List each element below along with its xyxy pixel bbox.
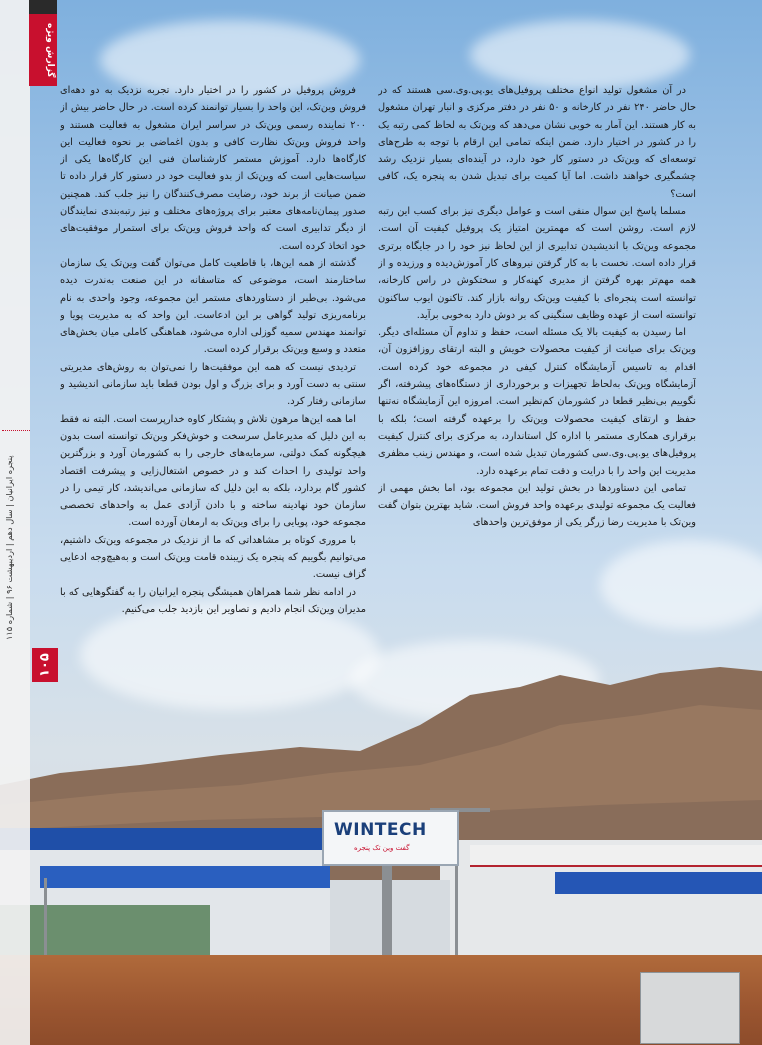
paragraph: اما همه این‌ها مرهون تلاش و پشتکار کاوه خدارپرست است. البته نه فقط به این دلیل که مدیرعامل سرسخت و خوش‌فکر وین‌تک توانسته است بدون هیچگونه کمک دولتی، سرمایه‌های خارجی را به کشورمان آورد و بزرگترین واحد تولیدی را احداث کند و در خصوص اشتغال‌زایی و پیشرفت اقتصاد کشور گام بردارد، بلکه به این دلیل که سازمانی می‌اندیشد، کار تیمی را در سازمان خود نهادینه ساخته و با دادن آزادی عمل به واحدهای تخصصی مجموعه خود، پویایی را برای وین‌تک به ارمغان آورده است. [60,413,366,529]
paragraph: در آن مشغول تولید انواع مختلف پروفیل‌های یو.پی.وی.سی هستند که در حال حاضر ۲۴۰ نفر در کارخانه و ۵۰ نفر در دفتر مرکزی و انبار تهران مشغول به کار هستند. این آمار به خوبی نشان می‌دهد که وین‌تک به لحاظ کمی رتبه یک را در کشور در اختیار دارد. ضمن اینکه تمامی این ارقام با توجه به طرح‌های توسعه‌ای که وین‌تک در دستور کار خود دارد، در آینده‌ای بسیار نزدیک رشد چشمگیری خواهند داشت. اما آیا کمیت برای تبدیل شدن به پنجره یک، کافی است؟ [378,85,696,200]
paragraph: در ادامه نظر شما همراهان همیشگی پنجره ایرانیان را به گفتگوهایی که با مدیران وین‌تک انجام دادیم و تصاویر این بازدید جلب می‌کنیم. [60,586,366,615]
article-column-left [60,82,366,642]
wintech-logo: WINTECH [334,820,427,840]
page-number: ۱۰۵ [32,648,58,682]
paragraph: تردیدی نیست که همه این موفقیت‌ها را نمی‌توان به روش‌های مدیریتی سنتی به دست آورد و برای بزرگ و اول بودن قطعا باید سازمانی اندیشید و سازمانی رفتار کرد. [60,361,366,408]
section-tag-cap [29,0,57,14]
warehouse-stripe [555,872,762,894]
paragraph: گذشته از همه این‌ها، با قاطعیت کامل می‌توان گفت وین‌تک یک سازمان ساختارمند است، موضوعی که متاسفانه در این صنعت به‌ندرت دیده می‌شود. بی‌طبر از دستاوردهای مستمر این مجموعه، وجود واحدی به نام برنامه‌ریزی تولید گواهی بر این ادعاست. این واحد که به مدیریت پویا و توانمند مهندس سمیه گوزلی اداره می‌شود، هماهنگی کاملی میان بخش‌های متعدد و وسیع وین‌تک برقرار کرده است. [60,257,366,356]
paragraph: فروش پروفیل در کشور را در اختیار دارد. تجربه نزدیک به دو دهه‌ای فروش وین‌تک، این واحد را بسیار توانمند کرده است. در حال حاضر بیش از ۲۰۰ نماینده رسمی وین‌تک در سراسر ایران مشغول به فعالیت هستند و واحد فروش وین‌تک نظارت کافی و بدون اغماضی بر نحوه فعالیت این کارگاه‌ها دارد. آموزش مستمر کارشناسان فنی این کارگاه‌ها یکی از سیاست‌هایی است که وین‌تک از بدو فعالیت خود در دستور کار قرار داده تا ضمن صیانت از برند خود، رضایت مصرف‌کنندگان را نیز جلب کند. همچنین صدور پیمان‌نامه‌های معتبر برای پروژه‌های مختلف و نیز رتبه‌بندی نمایندگان از دیگر تدابیری است که واحد فروش وین‌تک برای استمرار موفقیت‌های خود اتخاذ کرده است. [60,85,366,252]
article-column-right [378,82,696,582]
issue-info: پنجره ایرانیان | سال دهم | اردیبهشت ۹۶ | شماره ۱۱۵ [4,455,14,640]
sign-subtitle: گفت وین تک پنجره [354,844,410,852]
section-tag-label: گزارش ویژه [45,22,55,78]
green-fence [0,905,210,955]
warehouse-roof [470,845,762,867]
paragraph: با مروری کوتاه بر مشاهداتی که ما از نزدیک در مجموعه وین‌تک داشتیم، می‌توانیم بگوییم که پنجره یک زیبنده قامت وین‌تک است و به‌هیچ‌وجه ادعایی گزاف نیست. [60,534,366,581]
paragraph: تمامی این دستاوردها در بخش تولید این مجموعه بود، اما بخش مهمی از فعالیت یک مجموعه تولیدی برعهده واحد فروش است. شاید بهترین بتوان گفت وین‌تک با مدیریت رضا زرگر یکی از موفق‌ترین واحدهای [378,482,696,529]
factory-stripe [40,866,330,888]
paragraph: اما رسیدن به کیفیت بالا یک مسئله است، حفظ و تداوم آن مسئله‌ای دیگر. وین‌تک برای صیانت از کیفیت محصولات خویش و البته ارتقای روزافزون آن، اقدام به تاسیس آزمایشگاه کنترل کیفی در مجموعه خود کرده است. آزمایشگاه وین‌تک به‌لحاظ تجهیزات و برخورداری از دستگاه‌های پیشرفته، اگر نگوییم بی‌نظیر قطعا در کشورمان کم‌نظیر است. امروزه این آزمایشگاه نه‌تنها حفظ و ارتقای کیفیت محصولات وین‌تک را برعهده گرفته است؛ بلکه با برقراری همکاری مستمر با اداره کل استاندارد، به مرکزی برای کنترل کیفیت پروفیل‌های یو.پی.وی.سی کشورمان تبدیل شده است، و مهندس زینب مظفری مدیریت این واحد را با درایت و دقت تمام برعهده دارد. [378,327,696,477]
wintech-sign [322,810,459,866]
factory-roof [0,828,330,850]
sign-pole [382,866,392,961]
light-pole [44,878,47,958]
paragraph: مسلما پاسخ این سوال منفی است و عوامل دیگری نیز برای کسب این رتبه لازم است. روشن است که مهمترین امتیاز یک پروفیل کیفیت آن است. مجموعه وین‌تک با اندیشیدن تدابیری از این لحاظ نیز خود را در جایگاه برتری قرار داده است. نخست با به کار گرفتن نیروهای کار آموزش‌دیده و ورزیده و از همه مهم‌تر بهره گرفتن از مدیری کهنه‌کار و سختکوش در راس کارخانه، توانسته است پنجره‌ای با کیفیت وین‌تک روانه بازار کند. تاکنون ایوب ساکنون توانسته است از عهده وظایف سنگینی که بر دوش دارد به‌خوبی برآید. [378,206,696,321]
dotted-divider [2,430,30,431]
cloud [470,20,690,90]
ac-unit [640,972,740,1044]
